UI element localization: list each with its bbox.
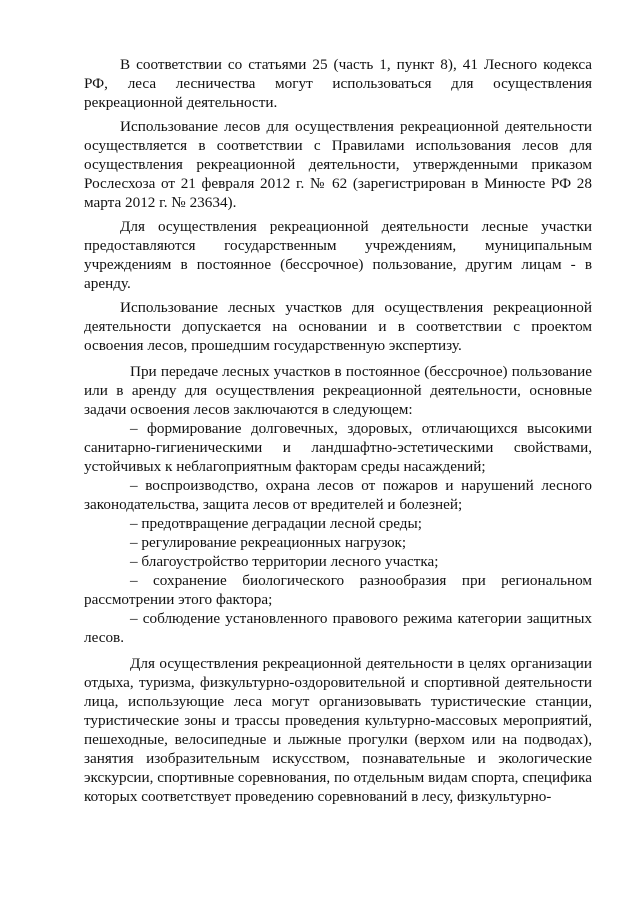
list-item: – воспроизводство, охрана лесов от пожаров и нарушений лесного законодательства, защита лесов от вредителей и болезней; bbox=[84, 477, 592, 513]
paragraph-tasks-intro: При передаче лесных участков в постоянное (бессрочное) пользование или в аренду для осуществления рекреационной деятельности, основные задачи освоения лесов заключаются в следующем: bbox=[84, 363, 592, 418]
list-item: – предотвращение деградации лесной среды; bbox=[130, 515, 422, 532]
list-item: – регулирование рекреационных нагрузок; bbox=[130, 534, 407, 551]
list-item: – благоустройство территории лесного участка; bbox=[130, 553, 439, 570]
paragraph-project: Использование лесных участков для осуществления рекреационной деятельности допускается на основании и в соответствии с проектом освоения лесов, прошедшим государственную экспертизу. bbox=[84, 299, 592, 354]
list-item: – соблюдение установленного правового режима категории защитных лесов. bbox=[84, 610, 592, 646]
paragraph-provision: Для осуществления рекреационной деятельности лесные участки предоставляются государственным учреждениям, муниципальным учреждениям в постоянное (бессрочное) пользование, другим лицам - в аренду. bbox=[84, 218, 592, 292]
paragraph-rules: Использование лесов для осуществления рекреационной деятельности осуществляется в соответствии с Правилами использования лесов для осуществления рекреационной деятельности, утвержденными приказом Рослесхоза от 21 февраля 2012 г. № 62 (зарегистрирован в Минюсте РФ 28 марта 2012 г. № 23634). bbox=[84, 118, 592, 211]
list-item: – сохранение биологического разнообразия при региональном рассмотрении этого фактора; bbox=[84, 572, 592, 608]
paragraph-recreation-activities: Для осуществления рекреационной деятельности в целях организации отдыха, туризма, физкультурно-оздоровительной и спортивной деятельности лица, использующие леса могут организовывать туристические станции, туристические зоны и трассы проведения культурно-массовых мероприятий, пешеходные, велосипедные и лыжные прогулки (верхом или на подводах), занятия изобразительным искусством, познавательные и экологические экскурсии, спортивные соревнования, по отдельным видам спорта, специфика которых соответствует проведению соревнований в лесу, физкультурно- bbox=[84, 655, 592, 805]
paragraph-legal-basis: В соответствии со статьями 25 (часть 1, пункт 8), 41 Лесного кодекса РФ, леса лесничества могут использоваться для осуществления рекреационной деятельности. bbox=[84, 56, 592, 111]
list-item: – формирование долговечных, здоровых, отличающихся высокими санитарно-гигиеническими и ландшафтно-эстетическими свойствами, устойчивых к неблагоприятным факторам среды насаждений; bbox=[84, 420, 592, 475]
